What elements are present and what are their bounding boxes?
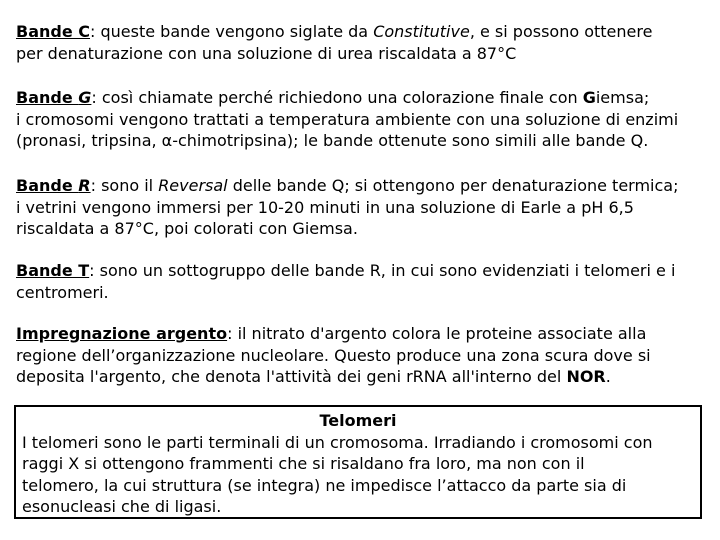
impregnazione-line-3	[16, 366, 716, 388]
bande-t-line-2: centromeri.	[16, 282, 109, 302]
bande-g-paragraph	[16, 87, 716, 152]
nor-acronym: NOR	[566, 367, 606, 386]
bande-c-line-2: per denaturazione con una soluzione di urea riscaldata a 87°C	[16, 43, 517, 63]
impregnazione-period: .	[605, 367, 611, 386]
impregnazione-line-2: regione dell’organizzazione nucleolare. Questo produce una zona scura dove si	[16, 345, 651, 365]
impregnazione-text-1: : il nitrato d'argento colora le proteine associate alla	[227, 324, 647, 343]
bande-t-line-1	[16, 260, 716, 282]
bande-g-term-letter: G	[78, 88, 92, 107]
bande-r-line-2: i vetrini vengono immersi per 10-20 minuti in una soluzione di Earle a pH 6,5	[16, 197, 634, 217]
telomeri-line-2: raggi X si ottengono frammenti che si risaldano fra loro, ma non con il	[22, 454, 585, 473]
bande-r-term	[16, 176, 91, 195]
bande-r-term-letter: R	[78, 176, 91, 195]
reversal-word: Reversal	[158, 176, 228, 195]
bande-r-text-2: delle bande Q; si ottengono per denaturazione termica;	[227, 176, 679, 195]
bande-g-term-label: Bande	[16, 88, 79, 107]
bande-c-line-1	[16, 21, 716, 43]
impregnazione-line-1	[16, 323, 716, 345]
bande-g-line-3: (pronasi, tripsina, α-chimotripsina); le bande ottenute sono simili alle bande Q.	[16, 131, 649, 150]
bande-t-text-1: : sono un sottogruppo delle bande R, in cui sono evidenziati i telomeri e i	[89, 261, 676, 280]
impregnazione-term: Impregnazione argento	[16, 324, 228, 343]
impregnazione-text-3: deposita l'argento, che denota l'attività dei geni rRNA all'interno del	[16, 367, 567, 386]
bande-g-text-2: iemsa;	[595, 88, 650, 107]
bande-r-paragraph	[16, 175, 716, 240]
bande-t-paragraph	[16, 260, 716, 303]
bande-t-term: Bande T	[16, 261, 90, 280]
telomeri-line-3: telomero, la cui struttura (se integra) ne impedisce l’attacco da parte sia di	[22, 475, 627, 495]
impregnazione-paragraph	[16, 323, 716, 388]
telomeri-line-1: I telomeri sono le parti terminali di un cromosoma. Irradiando i cromosomi con	[22, 432, 653, 452]
telomeri-line-4: esonucleasi che di ligasi.	[22, 497, 222, 516]
bande-r-term-label: Bande	[16, 176, 79, 195]
bande-c-paragraph	[16, 21, 716, 64]
bande-c-text-2: , e si possono ottenere	[469, 22, 653, 41]
bande-c-text-1: : queste bande vengono siglate da	[90, 22, 374, 41]
bande-g-line-2: i cromosomi vengono trattati a temperatura ambiente con una soluzione di enzimi	[16, 109, 679, 129]
bande-r-text-1: : sono il	[90, 176, 159, 195]
giemsa-initial: G	[582, 88, 596, 107]
bande-r-line-3: riscaldata a 87°C, poi colorati con Giemsa.	[16, 219, 358, 238]
bande-g-text-1: : così chiamate perché richiedono una colorazione finale con	[91, 88, 583, 107]
bande-c-term: Bande C	[16, 22, 90, 41]
constitutive-word: Constitutive	[373, 22, 470, 41]
bande-r-line-1	[16, 175, 716, 197]
bande-g-term	[16, 88, 91, 107]
telomeri-box	[14, 405, 702, 519]
telomeri-title: Telomeri	[319, 411, 397, 430]
bande-g-line-1	[16, 87, 716, 109]
